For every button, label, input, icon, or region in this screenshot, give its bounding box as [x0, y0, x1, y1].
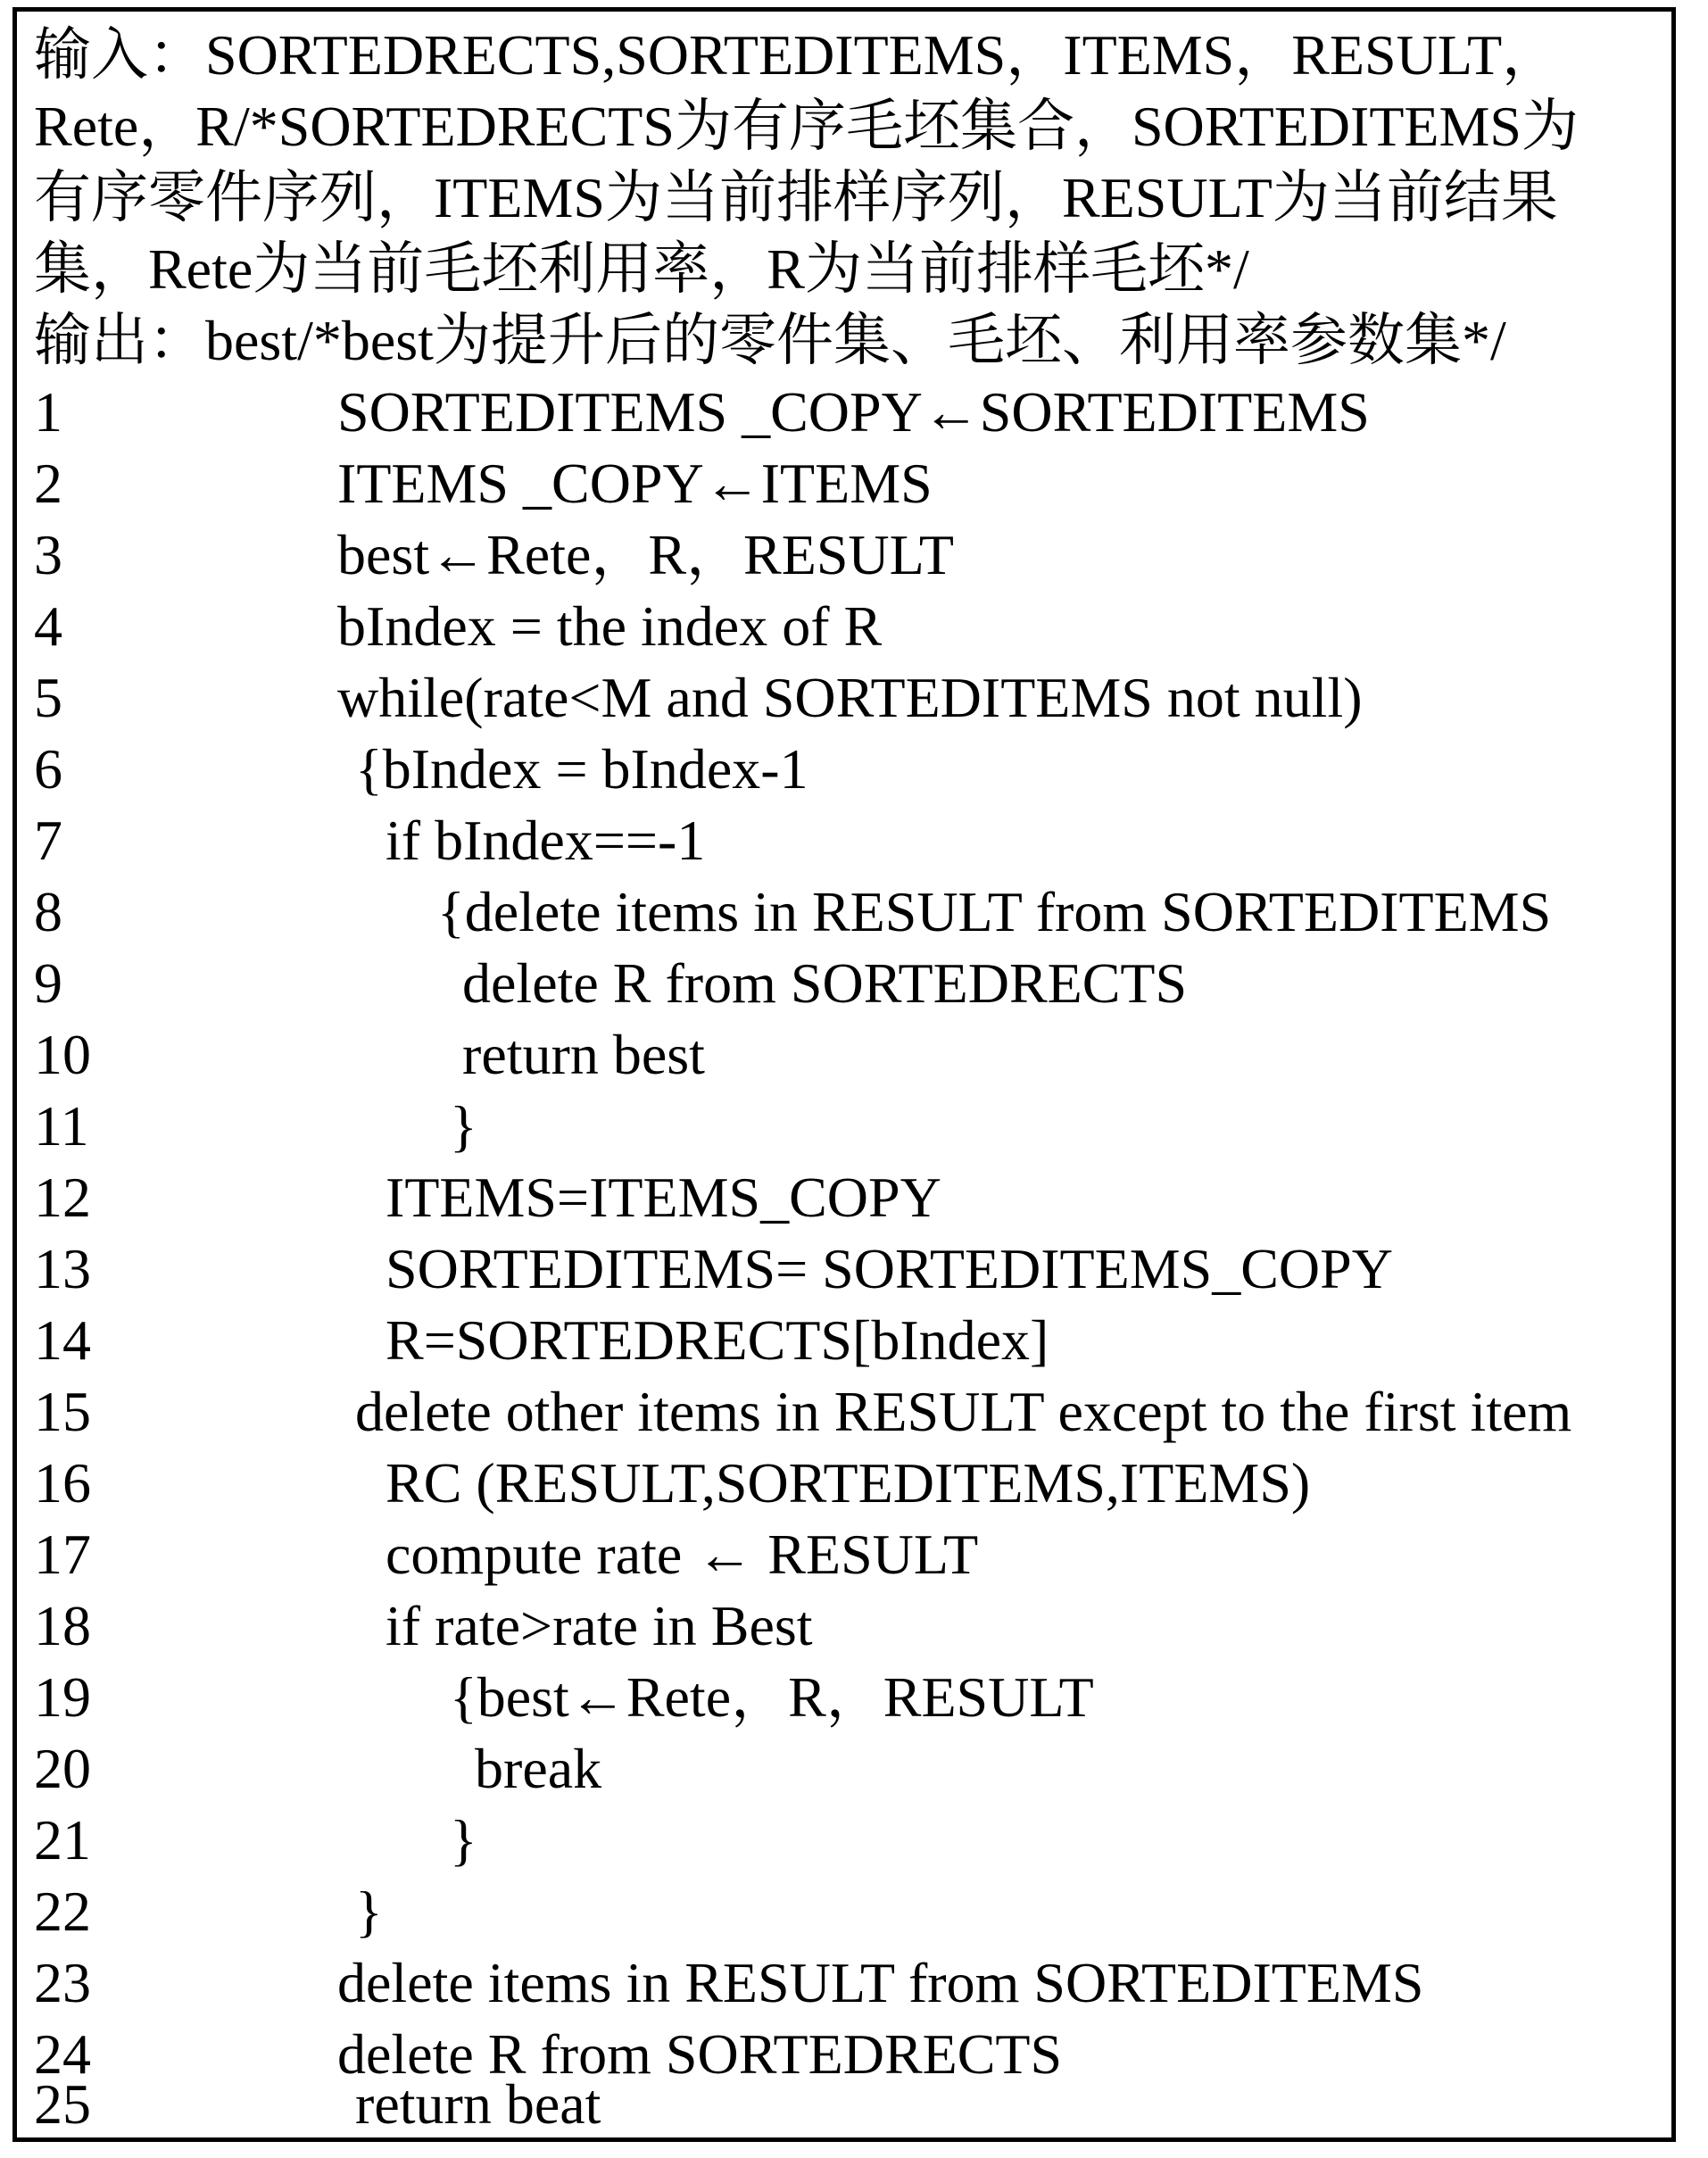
code-line: [0, 1019, 1708, 1091]
code-line: [0, 1733, 1708, 1805]
code-text: delete items in RESULT from SORTEDITEMS: [337, 1951, 1424, 2014]
line-number: 13: [34, 1237, 91, 1300]
code-text: R=SORTEDRECTS[bIndex]: [386, 1308, 1049, 1372]
line-number: 14: [34, 1308, 91, 1372]
line-number: 2: [34, 452, 62, 515]
line-number: 21: [34, 1808, 91, 1872]
line-number: 12: [34, 1166, 91, 1229]
code-text: if bIndex==-1: [386, 809, 706, 872]
line-number: 25: [34, 2072, 91, 2136]
code-line: [0, 1876, 1708, 1947]
code-text: {delete items in RESULT from SORTEDITEMS: [437, 880, 1552, 943]
line-number: 19: [34, 1665, 91, 1729]
code-text: {best←Rete，R，RESULT: [450, 1665, 1094, 1729]
line-number: 16: [34, 1451, 91, 1515]
line-number: 17: [34, 1523, 91, 1586]
input-description-line-3: 集，Rete为当前毛坯利用率，R为当前排样毛坯*/: [34, 237, 1249, 301]
code-text: delete other items in RESULT except to the first item: [355, 1380, 1572, 1443]
code-text: delete R from SORTEDRECTS: [337, 2022, 1063, 2086]
line-number: 10: [34, 1023, 91, 1086]
code-line: [0, 662, 1708, 734]
code-text: return best: [462, 1023, 705, 1086]
code-line: [0, 876, 1708, 948]
code-text: }: [355, 1880, 383, 1943]
input-description-line-2: 有序零件序列，ITEMS为当前排样序列，RESULT为当前结果: [34, 166, 1558, 229]
input-description-line-1: Rete，R/*SORTEDRECTS为有序毛坯集合，SORTEDITEMS为: [34, 95, 1579, 158]
line-number: 18: [34, 1594, 91, 1657]
code-line: [0, 448, 1708, 519]
line-number: 3: [34, 523, 62, 586]
line-number: 6: [34, 737, 62, 801]
code-line: [0, 1519, 1708, 1590]
code-line: [0, 805, 1708, 876]
line-number: 9: [34, 951, 62, 1015]
code-text: ITEMS _COPY←ITEMS: [337, 452, 933, 515]
code-line: [0, 2069, 1708, 2140]
code-line: [0, 591, 1708, 662]
code-line: [0, 1091, 1708, 1162]
code-line: [0, 1805, 1708, 1876]
line-number: 11: [34, 1094, 89, 1158]
line-number: 20: [34, 1737, 91, 1800]
code-text: return beat: [355, 2072, 601, 2136]
code-text: if rate>rate in Best: [386, 1594, 813, 1657]
line-number: 5: [34, 666, 62, 729]
line-number: 15: [34, 1380, 91, 1443]
code-line: [0, 1233, 1708, 1305]
code-text: while(rate<M and SORTEDITEMS not null): [337, 666, 1363, 729]
code-line: [0, 1662, 1708, 1733]
code-line: [0, 1162, 1708, 1233]
code-line: [0, 948, 1708, 1019]
line-number: 7: [34, 809, 62, 872]
code-line: [0, 1590, 1708, 1662]
code-line: [0, 1376, 1708, 1448]
code-line: [0, 377, 1708, 448]
code-line: [0, 1448, 1708, 1519]
input-line: 输入：SORTEDRECTS,SORTEDITEMS，ITEMS，RESULT，: [34, 23, 1560, 87]
line-number: 8: [34, 880, 62, 943]
code-line: [0, 1305, 1708, 1376]
line-number: 23: [34, 1951, 91, 2014]
line-number: 22: [34, 1880, 91, 1943]
code-line: [0, 1947, 1708, 2019]
output-line: 输出：best/*best为提升后的零件集、毛坯、利用率参数集*/: [34, 309, 1506, 372]
code-text: best←Rete，R，RESULT: [337, 523, 954, 586]
code-line: [0, 519, 1708, 591]
code-text: bIndex = the index of R: [337, 594, 883, 658]
code-text: SORTEDITEMS= SORTEDITEMS_COPY: [386, 1237, 1393, 1300]
code-text: RC (RESULT,SORTEDITEMS,ITEMS): [386, 1451, 1311, 1515]
code-text: }: [450, 1094, 477, 1158]
line-number: 1: [34, 380, 62, 444]
code-text: ITEMS=ITEMS_COPY: [386, 1166, 941, 1229]
code-text: delete R from SORTEDRECTS: [462, 951, 1188, 1015]
code-text: }: [450, 1808, 477, 1872]
code-text: break: [475, 1737, 602, 1800]
line-number: 24: [34, 2022, 91, 2086]
code-line: [0, 734, 1708, 805]
code-text: SORTEDITEMS _COPY←SORTEDITEMS: [337, 380, 1370, 444]
line-number: 4: [34, 594, 62, 658]
code-text: compute rate ← RESULT: [386, 1523, 979, 1586]
code-text: {bIndex = bIndex-1: [355, 737, 808, 801]
